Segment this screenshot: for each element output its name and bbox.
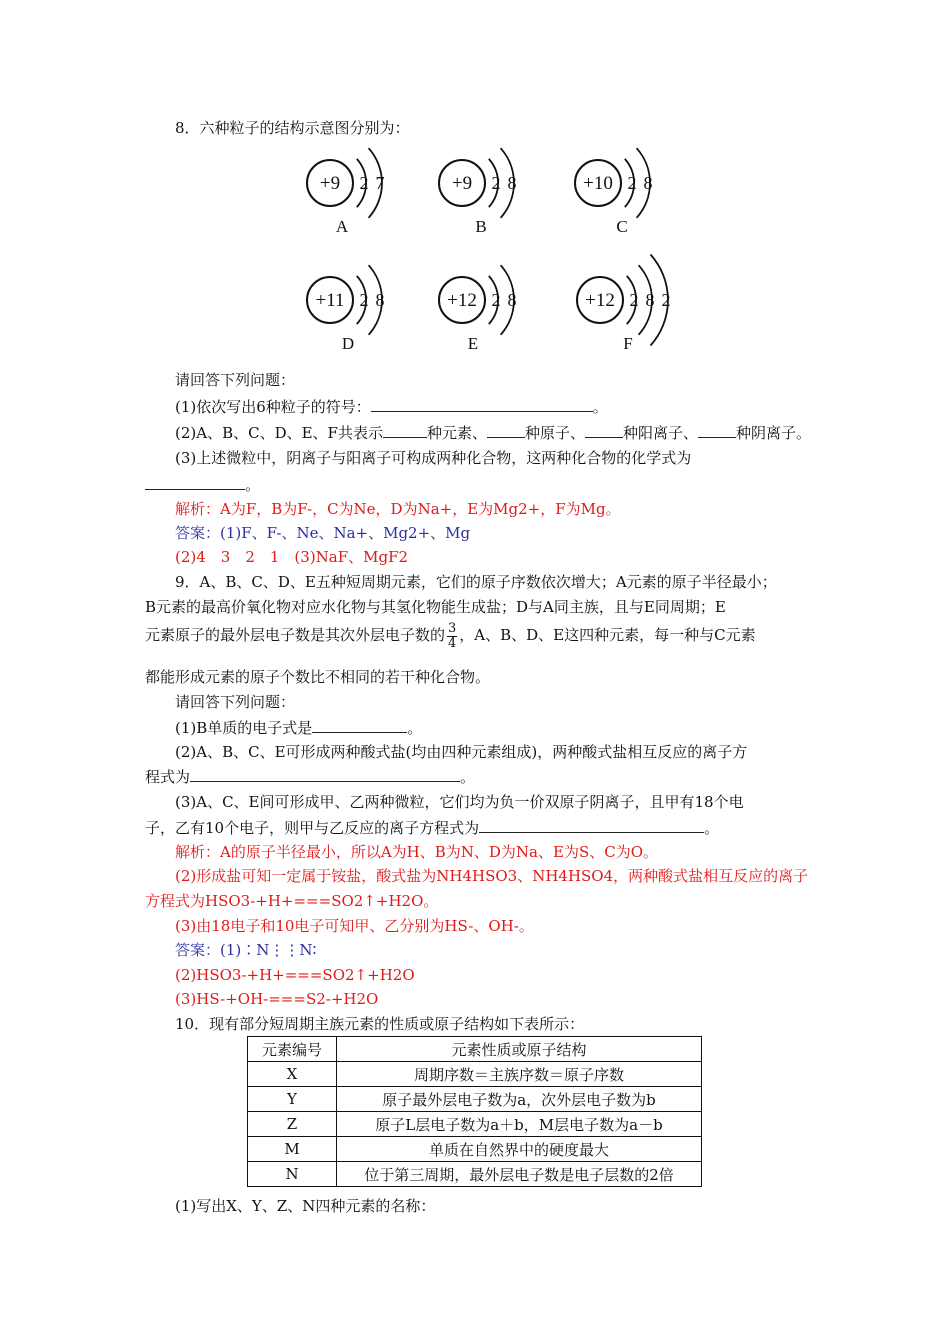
q8-part1 <box>175 396 608 417</box>
q9-analysis1: 解析：A的原子半径最小，所以A为H、B为N、D为Na、E为S、C为O。 <box>175 843 658 861</box>
q8-prompt: 请回答下列问题： <box>175 371 296 389</box>
q9-stem-line1: 9．A、B、C、D、E五种短周期元素，它们的原子序数依次增大；A元素的原子半径最小； <box>175 573 777 591</box>
q9-analysis3: (3)由18电子和10电子可知甲、乙分别为HS-、OH-。 <box>175 917 534 935</box>
nucleus-charge: +12 <box>585 290 615 311</box>
q8-answer1: 答案：(1)F、F-、Ne、Na+、Mg2+、Mg <box>175 524 471 542</box>
element-id-cell: Z <box>248 1112 337 1137</box>
q8-part3-line2 <box>145 474 260 495</box>
shell-electron-count: 8 <box>507 290 517 310</box>
q9-part1-text: (1)B单质的电子式是 <box>175 719 313 737</box>
shell-electron-count: 8 <box>507 173 517 193</box>
header-element-id: 元素编号 <box>248 1037 337 1062</box>
particle-label: F <box>623 334 633 353</box>
q9-part3-end: 。 <box>704 819 720 837</box>
atom-structure-diagrams <box>0 0 950 370</box>
q9-part2-text: 程式为 <box>145 768 191 786</box>
q8-analysis: 解析：A为F，B为F-，C为Ne，D为Na+，E为Mg2+，F为Mg。 <box>175 500 621 518</box>
shell-electron-count: 8 <box>645 290 655 310</box>
table-row <box>248 1137 702 1162</box>
fraction-numerator: 3 <box>448 620 457 636</box>
shell-electron-count: 8 <box>375 290 385 310</box>
shell-electron-count: 2 <box>661 290 671 310</box>
shell-electron-count: 2 <box>359 290 369 310</box>
q10-stem: 10．现有部分短周期主族元素的性质或原子结构如下表所示： <box>175 1015 585 1033</box>
q8-part3-end: 。 <box>245 476 261 494</box>
shell-electron-count: 2 <box>629 290 639 310</box>
q9-stem-line2: B元素的最高价氧化物对应水化物与其氢化物能生成盐；D与A同主族，且与E同周期；E <box>145 598 726 616</box>
shell-electron-count: 2 <box>359 173 369 193</box>
q8-stem: 8．六种粒子的结构示意图分别为： <box>175 119 410 137</box>
q9-stem-line3-b: ，A、B、D、E这四种元素，每一种与C元素 <box>459 626 756 644</box>
q9-analysis2-line2: 方程式为HSO3-+H+===SO2↑+H2O。 <box>145 892 439 910</box>
q9-part2-line2 <box>145 766 475 787</box>
q8-part2-blank4[interactable] <box>698 422 736 438</box>
q9-stem-line3 <box>145 620 756 651</box>
shell-electron-count: 7 <box>375 173 385 193</box>
shell-electron-count: 2 <box>627 173 637 193</box>
q8-part3-blank[interactable] <box>145 474 245 490</box>
q8-part1-end: 。 <box>592 398 608 416</box>
particle-label: D <box>341 334 355 353</box>
table-row <box>248 1112 702 1137</box>
q9-part2-blank[interactable] <box>190 766 460 782</box>
nucleus-charge: +11 <box>315 290 345 311</box>
element-id-cell: M <box>248 1137 337 1162</box>
q9-part1-end: 。 <box>407 719 423 737</box>
table-row <box>248 1062 702 1087</box>
q8-part3: (3)上述微粒中，阴离子与阳离子可构成两种化合物，这两种化合物的化学式为 <box>175 449 692 467</box>
element-property-cell: 单质在自然界中的硬度最大 <box>337 1137 702 1162</box>
element-id-cell: N <box>248 1162 337 1187</box>
q8-answer2: (2)4 3 2 1 (3)NaF、MgF2 <box>175 548 409 566</box>
q8-part2-a: (2)A、B、C、D、E、F共表示 <box>175 424 383 442</box>
q9-stem-line4: 都能形成元素的原子个数比不相同的若干种化合物。 <box>145 668 491 686</box>
element-property-cell: 原子最外层电子数为a，次外层电子数为b <box>337 1087 702 1112</box>
q9-part1 <box>175 717 422 738</box>
shell-electron-count: 2 <box>491 290 501 310</box>
fraction-denominator: 4 <box>448 635 457 651</box>
q8-part2 <box>175 422 811 443</box>
q9-part3-line2 <box>145 817 719 838</box>
fraction <box>447 622 457 651</box>
q9-answer3: (3)HS-+OH-===S2-+H2O <box>175 990 379 1008</box>
q8-part2-blank2[interactable] <box>487 422 525 438</box>
q9-part3-text: 子，乙有10个电子，则甲与乙反应的离子方程式为 <box>145 819 480 837</box>
q9-part2-end: 。 <box>460 768 476 786</box>
q9-prompt: 请回答下列问题： <box>175 693 296 711</box>
q8-part2-b: 种元素、 <box>426 424 487 442</box>
q9-part3-blank[interactable] <box>479 817 704 833</box>
q8-part2-blank1[interactable] <box>383 422 427 438</box>
particle-label: C <box>616 217 628 236</box>
nucleus-charge: +12 <box>447 290 477 311</box>
element-property-cell: 周期序数＝主族序数＝原子序数 <box>337 1062 702 1087</box>
nucleus-charge: +9 <box>451 173 473 194</box>
particle-label: A <box>335 217 349 236</box>
nucleus-charge: +10 <box>583 173 613 194</box>
q9-analysis2-line1: (2)形成盐可知一定属于铵盐，酸式盐为NH4HSO3、NH4HSO4，两种酸式盐相互反应的离子 <box>175 867 809 885</box>
q8-part2-c: 种原子、 <box>524 424 585 442</box>
q9-part1-blank[interactable] <box>312 717 407 733</box>
q8-part1-text: (1)依次写出6种粒子的符号： <box>175 398 371 416</box>
q9-part3-line1: (3)A、C、E间可形成甲、乙两种微粒，它们均为负一价双原子阴离子，且甲有18个电 <box>175 793 744 811</box>
table-row <box>248 1087 702 1112</box>
q8-part2-e: 种阴离子。 <box>736 424 812 442</box>
q8-part2-blank3[interactable] <box>585 422 623 438</box>
q8-part2-d: 种阳离子、 <box>623 424 699 442</box>
element-id-cell: Y <box>248 1087 337 1112</box>
q9-answer2: (2)HSO3-+H+===SO2↑+H2O <box>175 966 415 984</box>
element-id-cell: X <box>248 1062 337 1087</box>
table-row <box>248 1162 702 1187</box>
particle-label: E <box>467 334 479 353</box>
nucleus-charge: +9 <box>319 173 341 194</box>
q10-part1: (1)写出X、Y、Z、N四种元素的名称： <box>175 1197 436 1215</box>
header-element-property: 元素性质或原子结构 <box>337 1037 702 1062</box>
shell-electron-count: 2 <box>491 173 501 193</box>
q9-answer1: 答案：(1)∶N⋮⋮N∶ <box>175 941 317 959</box>
q9-part2-line1: (2)A、B、C、E可形成两种酸式盐(均由四种元素组成)，两种酸式盐相互反应的离子方 <box>175 743 748 761</box>
particle-label: B <box>475 217 487 236</box>
table-header-row <box>248 1037 702 1062</box>
shell-electron-count: 8 <box>643 173 653 193</box>
element-property-cell: 原子L层电子数为a＋b，M层电子数为a－b <box>337 1112 702 1137</box>
q8-part1-blank[interactable] <box>371 396 593 412</box>
q9-stem-line3-a: 元素原子的最外层电子数是其次外层电子数的 <box>145 626 446 644</box>
element-properties-table <box>247 1036 702 1187</box>
element-property-cell: 位于第三周期，最外层电子数是电子层数的2倍 <box>337 1162 702 1187</box>
